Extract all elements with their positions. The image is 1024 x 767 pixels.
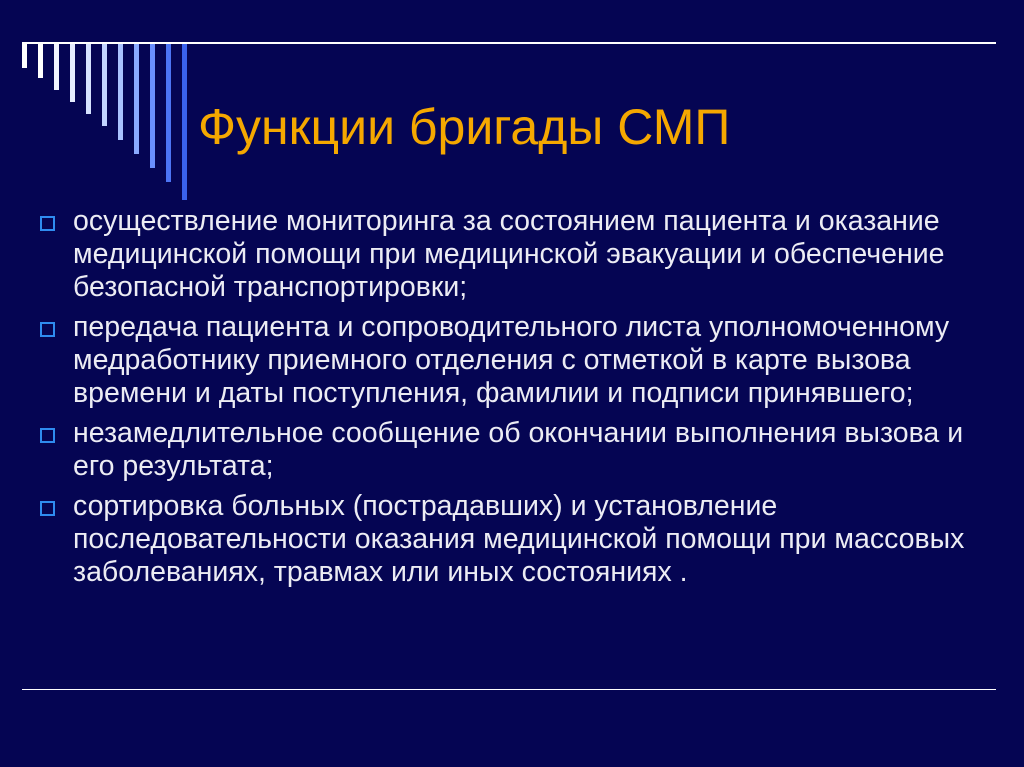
hollow-square-icon: [40, 501, 55, 516]
bottom-rule: [22, 689, 996, 690]
bullet-text: незамедлительное сообщение об окончании выполнения вызова и его результата;: [73, 417, 964, 482]
hollow-square-icon: [40, 322, 55, 337]
hollow-square-icon: [40, 216, 55, 231]
bullet-text: сортировка больных (пострадавших) и установление последовательности оказания медицинской помощи при массовых заболеваниях, травмах или иных состояниях .: [73, 490, 965, 588]
bullet-text: осуществление мониторинга за состоянием пациента и оказание медицинской помощи при медицинской эвакуации и обеспечение безопасной транспортировки;: [73, 205, 945, 303]
bullet-item: [40, 311, 1000, 410]
bullet-text: передача пациента и сопроводительного листа уполномоченному медработнику приемного отделения с отметкой в карте вызова времени и даты поступления, фамилии и подписи принявшего;: [73, 311, 950, 409]
bullet-item: [40, 205, 1000, 304]
hollow-square-icon: [40, 428, 55, 443]
slide-title: Функции бригады СМП: [198, 99, 731, 155]
bullet-item: [40, 417, 1000, 483]
bullet-item: [40, 490, 1000, 589]
bullet-list: [40, 205, 1000, 596]
vertical-bars-icon: [0, 0, 200, 210]
